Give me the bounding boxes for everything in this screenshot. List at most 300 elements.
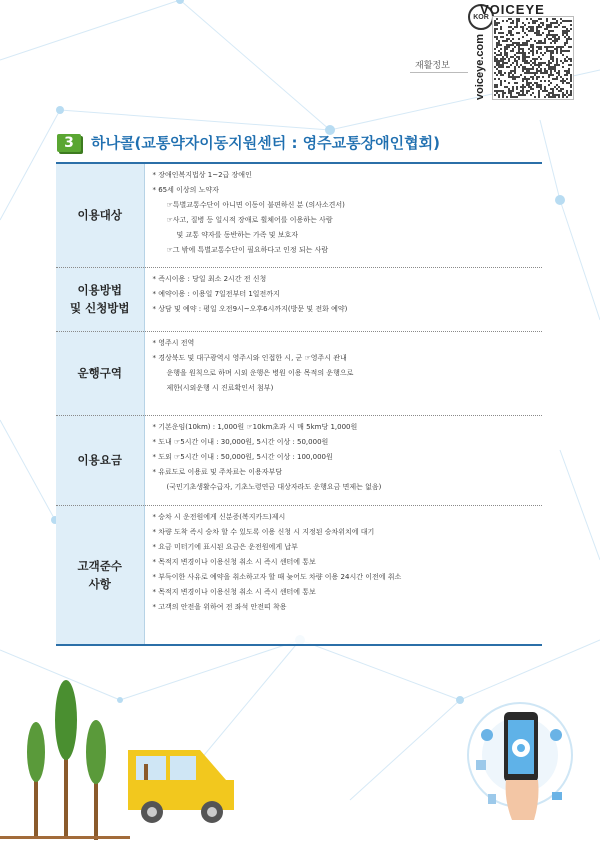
- code-dot: [516, 64, 518, 66]
- code-dot: [536, 76, 538, 78]
- code-dot: [526, 70, 528, 72]
- code-dot: [496, 74, 498, 76]
- code-dot: [534, 96, 536, 98]
- code-dot: [552, 60, 554, 62]
- code-dot: [568, 50, 570, 52]
- code-dot: [570, 24, 572, 26]
- code-dot: [518, 38, 520, 40]
- code-dot: [528, 40, 530, 42]
- code-dot: [526, 62, 528, 64]
- code-dot: [566, 40, 568, 42]
- code-dot: [550, 38, 552, 40]
- code-dot: [526, 78, 528, 80]
- code-dot: [510, 40, 512, 42]
- code-dot: [500, 26, 502, 28]
- code-dot: [514, 46, 516, 48]
- code-dot: [546, 28, 548, 30]
- code-dot: [532, 20, 534, 22]
- content-line: * 장애인복지법상 1~2급 장애인: [152, 171, 252, 179]
- code-dot: [546, 70, 548, 72]
- code-dot: [506, 40, 508, 42]
- code-dot: [566, 60, 568, 62]
- code-dot: [568, 94, 570, 96]
- code-dot: [548, 30, 550, 32]
- code-dot: [534, 20, 536, 22]
- code-dot: [552, 34, 554, 36]
- code-dot: [530, 46, 532, 48]
- code-dot: [552, 74, 554, 76]
- code-dot: [544, 42, 546, 44]
- code-dot: [510, 44, 512, 46]
- code-dot: [544, 52, 546, 54]
- code-dot: [552, 50, 554, 52]
- code-dot: [500, 82, 502, 84]
- code-dot: [506, 34, 508, 36]
- code-dot: [556, 60, 558, 62]
- code-dot: [516, 82, 518, 84]
- code-dot: [562, 30, 564, 32]
- code-dot: [562, 80, 564, 82]
- code-dot: [548, 66, 550, 68]
- code-dot: [508, 18, 510, 20]
- table-row: [56, 331, 542, 415]
- code-dot: [540, 48, 542, 50]
- code-dot: [528, 86, 530, 88]
- code-dot: [526, 84, 528, 86]
- code-dot: [532, 92, 534, 94]
- code-dot: [564, 80, 566, 82]
- code-dot: [548, 96, 550, 98]
- code-dot: [494, 48, 496, 50]
- code-dot: [530, 50, 532, 52]
- kor-mark-text: KOR: [473, 13, 489, 21]
- code-dot: [548, 26, 550, 28]
- code-dot: [494, 94, 496, 96]
- code-dot: [548, 34, 550, 36]
- code-dot: [550, 70, 552, 72]
- content-line: * 유료도로 이용료 및 주차료는 이용자부담: [152, 467, 283, 476]
- code-dot: [564, 74, 566, 76]
- code-dot: [526, 56, 528, 58]
- code-dot: [494, 36, 496, 38]
- code-dot: [570, 80, 572, 82]
- code-dot: [546, 48, 548, 50]
- row-label: [56, 415, 144, 505]
- code-dot: [552, 22, 554, 24]
- code-dot: [544, 80, 546, 82]
- code-dot: [550, 24, 552, 26]
- code-dot: [500, 32, 502, 34]
- row-label-line: 및 신청방법: [69, 301, 130, 315]
- code-dot: [532, 48, 534, 50]
- code-dot: [524, 56, 526, 58]
- code-dot: [506, 86, 508, 88]
- code-dot: [506, 48, 508, 50]
- code-dot: [562, 66, 564, 68]
- code-dot: [496, 68, 498, 70]
- code-dot: [564, 44, 566, 46]
- code-dot: [532, 76, 534, 78]
- code-dot: [548, 62, 550, 64]
- code-dot: [564, 50, 566, 52]
- code-dot: [568, 36, 570, 38]
- code-dot: [554, 34, 556, 36]
- code-dot: [560, 88, 562, 90]
- code-dot: [498, 90, 500, 92]
- code-dot: [502, 20, 504, 22]
- code-dot: [506, 96, 508, 98]
- code-dot: [566, 78, 568, 80]
- code-dot: [544, 68, 546, 70]
- code-dot: [544, 46, 546, 48]
- code-dot: [516, 76, 518, 78]
- code-dot: [502, 62, 504, 64]
- code-dot: [516, 88, 518, 90]
- code-dot: [516, 32, 518, 34]
- code-dot: [530, 68, 532, 70]
- code-dot: [552, 92, 554, 94]
- code-dot: [540, 86, 542, 88]
- code-dot: [494, 86, 496, 88]
- code-dot: [508, 46, 510, 48]
- code-dot: [550, 54, 552, 56]
- code-dot: [494, 66, 496, 68]
- code-dot: [528, 26, 530, 28]
- code-dot: [496, 24, 498, 26]
- code-dot: [498, 50, 500, 52]
- code-dot: [510, 34, 512, 36]
- code-dot: [508, 32, 510, 34]
- table-row: [56, 505, 542, 645]
- code-dot: [556, 64, 558, 66]
- code-dot: [516, 60, 518, 62]
- code-dot: [536, 50, 538, 52]
- code-dot: [538, 56, 540, 58]
- code-dot: [530, 72, 532, 74]
- code-dot: [510, 64, 512, 66]
- code-dot: [570, 86, 572, 88]
- code-dot: [496, 38, 498, 40]
- code-dot: [532, 58, 534, 60]
- code-dot: [540, 52, 542, 54]
- code-dot: [552, 68, 554, 70]
- code-dot: [540, 80, 542, 82]
- row-content: [144, 505, 542, 645]
- code-dot: [546, 72, 548, 74]
- code-dot: [524, 52, 526, 54]
- code-dot: [526, 82, 528, 84]
- code-dot: [530, 30, 532, 32]
- code-dot: [524, 42, 526, 44]
- code-dot: [502, 96, 504, 98]
- code-dot: [522, 84, 524, 86]
- code-dot: [508, 60, 510, 62]
- code-dot: [548, 76, 550, 78]
- bottom-illustration: [0, 660, 600, 850]
- content-line: ☞사고, 질병 등 일시적 장애로 휠체어를 이용하는 사람: [166, 216, 333, 224]
- content-line: 운행을 원칙으로 하며 시외 운행은 병원 이용 목적의 운행으로: [166, 368, 354, 377]
- code-dot: [500, 80, 502, 82]
- code-dot: [522, 22, 524, 24]
- code-dot: [546, 26, 548, 28]
- code-dot: [528, 52, 530, 54]
- code-dot: [544, 72, 546, 74]
- code-dot: [550, 88, 552, 90]
- code-dot: [498, 72, 500, 74]
- code-dot: [554, 70, 556, 72]
- code-dot: [548, 84, 550, 86]
- row-label: [56, 505, 144, 645]
- voiceye-code-icon[interactable]: [492, 16, 574, 100]
- code-dot: [544, 70, 546, 72]
- code-dot: [522, 68, 524, 70]
- code-dot: [520, 64, 522, 66]
- code-dot: [502, 32, 504, 34]
- code-dot: [512, 96, 514, 98]
- code-dot: [532, 50, 534, 52]
- code-dot: [536, 84, 538, 86]
- code-dot: [498, 54, 500, 56]
- code-dot: [506, 20, 508, 22]
- code-dot: [538, 30, 540, 32]
- code-dot: [564, 94, 566, 96]
- code-dot: [542, 32, 544, 34]
- code-dot: [538, 26, 540, 28]
- code-dot: [522, 30, 524, 32]
- code-dot: [512, 56, 514, 58]
- code-dot: [560, 48, 562, 50]
- code-dot: [524, 68, 526, 70]
- content-line: ☞그 밖에 특별교통수단이 필요하다고 인정 되는 사람: [166, 246, 329, 254]
- code-dot: [538, 48, 540, 50]
- code-dot: [538, 18, 540, 20]
- code-dot: [550, 58, 552, 60]
- hand-holding-smartphone-illustration: [468, 703, 572, 820]
- code-dot: [550, 72, 552, 74]
- code-dot: [522, 88, 524, 90]
- code-dot: [562, 62, 564, 64]
- code-dot: [496, 58, 498, 60]
- content-line: * 도내 ☞5시간 이내 : 30,000원, 5시간 이상 : 50,000원: [152, 437, 329, 446]
- code-dot: [518, 46, 520, 48]
- code-dot: [522, 90, 524, 92]
- code-dot: [496, 42, 498, 44]
- code-dot: [514, 26, 516, 28]
- category-rule: [410, 72, 468, 73]
- code-dot: [532, 72, 534, 74]
- code-dot: [546, 18, 548, 20]
- code-dot: [524, 78, 526, 80]
- section-number: 3: [57, 134, 81, 152]
- code-dot: [570, 74, 572, 76]
- table-row: [56, 163, 542, 267]
- code-dot: [560, 76, 562, 78]
- code-dot: [530, 86, 532, 88]
- code-dot: [528, 30, 530, 32]
- code-dot: [570, 90, 572, 92]
- code-dot: [540, 64, 542, 66]
- code-dot: [548, 68, 550, 70]
- code-dot: [516, 86, 518, 88]
- code-dot: [564, 30, 566, 32]
- code-dot: [570, 94, 572, 96]
- code-dot: [526, 34, 528, 36]
- code-dot: [524, 24, 526, 26]
- code-dot: [562, 32, 564, 34]
- code-dot: [526, 72, 528, 74]
- code-dot: [498, 42, 500, 44]
- code-dot: [528, 22, 530, 24]
- code-dot: [512, 44, 514, 46]
- code-dot: [522, 36, 524, 38]
- code-dot: [542, 90, 544, 92]
- code-dot: [538, 34, 540, 36]
- code-dot: [502, 92, 504, 94]
- code-dot: [500, 58, 502, 60]
- code-dot: [494, 30, 496, 32]
- code-dot: [554, 40, 556, 42]
- code-dot: [502, 94, 504, 96]
- code-dot: [514, 60, 516, 62]
- code-dot: [542, 54, 544, 56]
- code-dot: [502, 40, 504, 42]
- code-dot: [522, 50, 524, 52]
- code-dot: [500, 64, 502, 66]
- code-dot: [502, 64, 504, 66]
- code-dot: [532, 22, 534, 24]
- code-dot: [568, 38, 570, 40]
- code-dot: [558, 74, 560, 76]
- code-dot: [516, 52, 518, 54]
- code-dot: [514, 66, 516, 68]
- code-dot: [562, 26, 564, 28]
- code-dot: [502, 60, 504, 62]
- code-dot: [536, 42, 538, 44]
- code-dot: [512, 20, 514, 22]
- code-dot: [510, 50, 512, 52]
- code-dot: [518, 66, 520, 68]
- voiceye-brand: VOICEYE: [480, 2, 545, 17]
- code-dot: [502, 74, 504, 76]
- code-dot: [538, 94, 540, 96]
- code-dot: [500, 66, 502, 68]
- code-dot: [536, 86, 538, 88]
- code-dot: [516, 44, 518, 46]
- code-dot: [564, 58, 566, 60]
- code-dot: [560, 80, 562, 82]
- code-dot: [540, 46, 542, 48]
- code-dot: [538, 92, 540, 94]
- code-dot: [556, 94, 558, 96]
- code-dot: [520, 86, 522, 88]
- code-dot: [518, 56, 520, 58]
- code-dot: [510, 90, 512, 92]
- code-dot: [512, 74, 514, 76]
- code-dot: [498, 78, 500, 80]
- content-line: * 경상북도 및 대구광역시 영주시와 인접한 시, 군 ☞영주시 관내: [152, 353, 347, 362]
- code-dot: [496, 62, 498, 64]
- code-dot: [508, 44, 510, 46]
- content-line: * 도외 ☞5시간 이내 : 50,000원, 5시간 이상 : 100,000원: [152, 452, 333, 461]
- code-dot: [530, 88, 532, 90]
- code-dot: [526, 68, 528, 70]
- code-dot: [522, 52, 524, 54]
- code-dot: [568, 72, 570, 74]
- code-dot: [536, 34, 538, 36]
- code-dot: [538, 66, 540, 68]
- code-dot: [520, 94, 522, 96]
- code-dot: [518, 42, 520, 44]
- code-dot: [540, 68, 542, 70]
- code-dot: [502, 56, 504, 58]
- code-dot: [522, 78, 524, 80]
- code-dot: [524, 76, 526, 78]
- code-dot: [558, 64, 560, 66]
- code-dot: [512, 38, 514, 40]
- code-dot: [494, 60, 496, 62]
- code-dot: [498, 62, 500, 64]
- code-dot: [552, 90, 554, 92]
- code-dot: [552, 40, 554, 42]
- code-dot: [556, 62, 558, 64]
- row-label: [56, 267, 144, 331]
- code-dot: [556, 22, 558, 24]
- code-dot: [520, 26, 522, 28]
- code-dot: [494, 78, 496, 80]
- code-dot: [508, 74, 510, 76]
- code-dot: [554, 66, 556, 68]
- code-dot: [552, 46, 554, 48]
- code-dot: [562, 96, 564, 98]
- code-dot: [502, 58, 504, 60]
- code-dot: [518, 32, 520, 34]
- code-dot: [560, 46, 562, 48]
- code-dot: [530, 38, 532, 40]
- content-line: * 상담 및 예약 : 평일 오전9시~오후6시까지(방문 및 전화 예약): [152, 304, 348, 313]
- row-label-line: 이용방법: [77, 283, 122, 297]
- code-dot: [536, 26, 538, 28]
- code-dot: [516, 92, 518, 94]
- code-dot: [554, 26, 556, 28]
- code-dot: [496, 92, 498, 94]
- code-dot: [566, 74, 568, 76]
- code-dot: [522, 26, 524, 28]
- code-dot: [496, 54, 498, 56]
- code-dot: [568, 64, 570, 66]
- code-dot: [524, 66, 526, 68]
- code-dot: [538, 46, 540, 48]
- code-dot: [564, 60, 566, 62]
- code-dot: [538, 70, 540, 72]
- code-dot: [508, 72, 510, 74]
- code-dot: [520, 48, 522, 50]
- code-dot: [550, 68, 552, 70]
- code-dot: [562, 88, 564, 90]
- code-dot: [546, 46, 548, 48]
- code-dot: [526, 40, 528, 42]
- code-dot: [540, 58, 542, 60]
- code-dot: [550, 62, 552, 64]
- code-dot: [554, 78, 556, 80]
- code-dot: [550, 66, 552, 68]
- code-dot: [564, 36, 566, 38]
- code-dot: [512, 28, 514, 30]
- code-dot: [506, 44, 508, 46]
- code-dot: [570, 76, 572, 78]
- code-dot: [514, 68, 516, 70]
- code-dot: [566, 90, 568, 92]
- code-dot: [566, 56, 568, 58]
